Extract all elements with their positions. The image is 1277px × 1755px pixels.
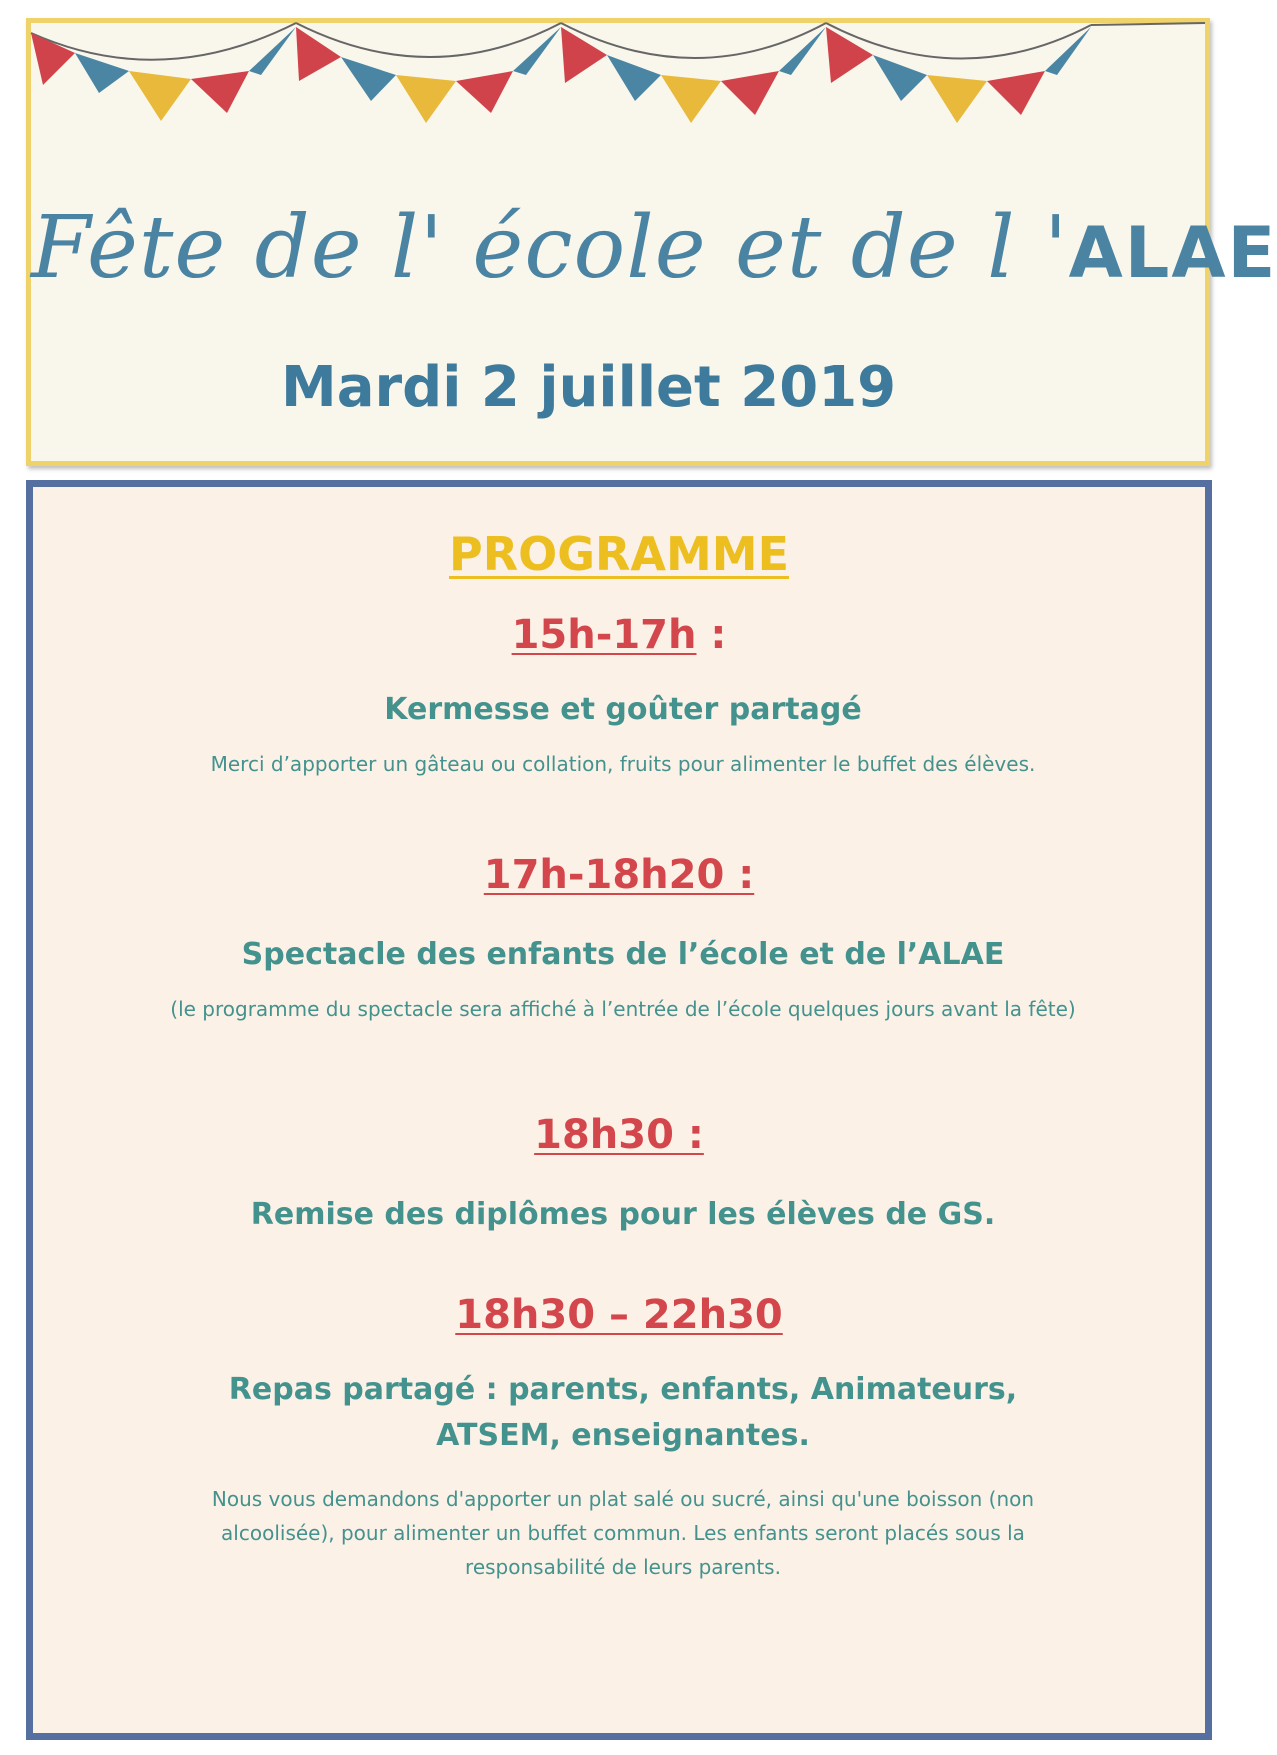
- bunting-flag: [31, 33, 75, 85]
- bunting-flag: [927, 75, 987, 123]
- time-slot-2: [33, 852, 1205, 898]
- bunting-flag: [456, 71, 513, 113]
- bunting-decoration: [31, 23, 1205, 163]
- note-1: Merci d’apporter un gâteau ou collation, fruits pour alimenter le buffet des élèves.: [210, 752, 1036, 776]
- bunting-flag: [607, 55, 661, 101]
- time-slot-4-text: 18h30 – 22h30: [455, 1292, 783, 1338]
- program-heading: [33, 527, 1205, 581]
- time-slot-1: [33, 612, 1205, 658]
- bunting-flag: [341, 57, 396, 101]
- activity-3: Remise des diplômes pour les élèves de GS.: [250, 1197, 996, 1232]
- event-date: Mardi 2 juillet 2019: [281, 355, 897, 420]
- activity-4: Repas partagé : parents, enfants, Animateurs, ATSEM, enseignantes.: [228, 1372, 1018, 1453]
- time-slot-1-suffix: :: [696, 612, 727, 658]
- bunting-flag: [721, 71, 779, 115]
- note-2: (le programme du spectacle sera affiché à l’entrée de l’école quelques jours avant la fête): [170, 997, 1076, 1021]
- bunting-flag: [873, 55, 927, 101]
- bunting-flag: [561, 27, 607, 83]
- bunting-flag: [129, 71, 191, 121]
- activity-2: Spectacle des enfants de l’école et de l’ALAE: [241, 937, 1005, 972]
- time-slot-3-text: 18h30 :: [534, 1112, 704, 1158]
- program-heading-text: PROGRAMME: [449, 527, 789, 581]
- time-slot-4: [33, 1292, 1205, 1338]
- bunting-flag: [296, 27, 341, 81]
- bunting-flag: [1045, 27, 1091, 75]
- bunting-flag: [661, 75, 721, 123]
- bunting-flag: [987, 71, 1045, 115]
- activity-1: Kermesse et goûter partagé: [384, 692, 862, 727]
- time-slot-3: [33, 1112, 1205, 1158]
- header-banner: [26, 18, 1277, 466]
- bunting-flag: [191, 71, 249, 113]
- bunting-flag: [396, 75, 456, 123]
- title-script-text: Fête de l' école et de l ': [31, 198, 1069, 298]
- bunting-flag: [75, 53, 129, 93]
- time-slot-2-text: 17h-18h20 :: [483, 852, 755, 898]
- note-4: Nous vous demandons d'apporter un plat salé ou sucré, ainsi qu'une boisson (non alcoolisée), pour alimenter un buffet commun. Les enfants seront placés sous la responsabilité de leurs parents.: [211, 1487, 1035, 1579]
- bunting-flag: [826, 27, 873, 83]
- time-slot-1-text: 15h-17h: [511, 612, 697, 658]
- page-title: [31, 198, 1277, 298]
- title-alae-text: ALAE: [1068, 212, 1277, 294]
- program-panel: [26, 480, 1212, 1740]
